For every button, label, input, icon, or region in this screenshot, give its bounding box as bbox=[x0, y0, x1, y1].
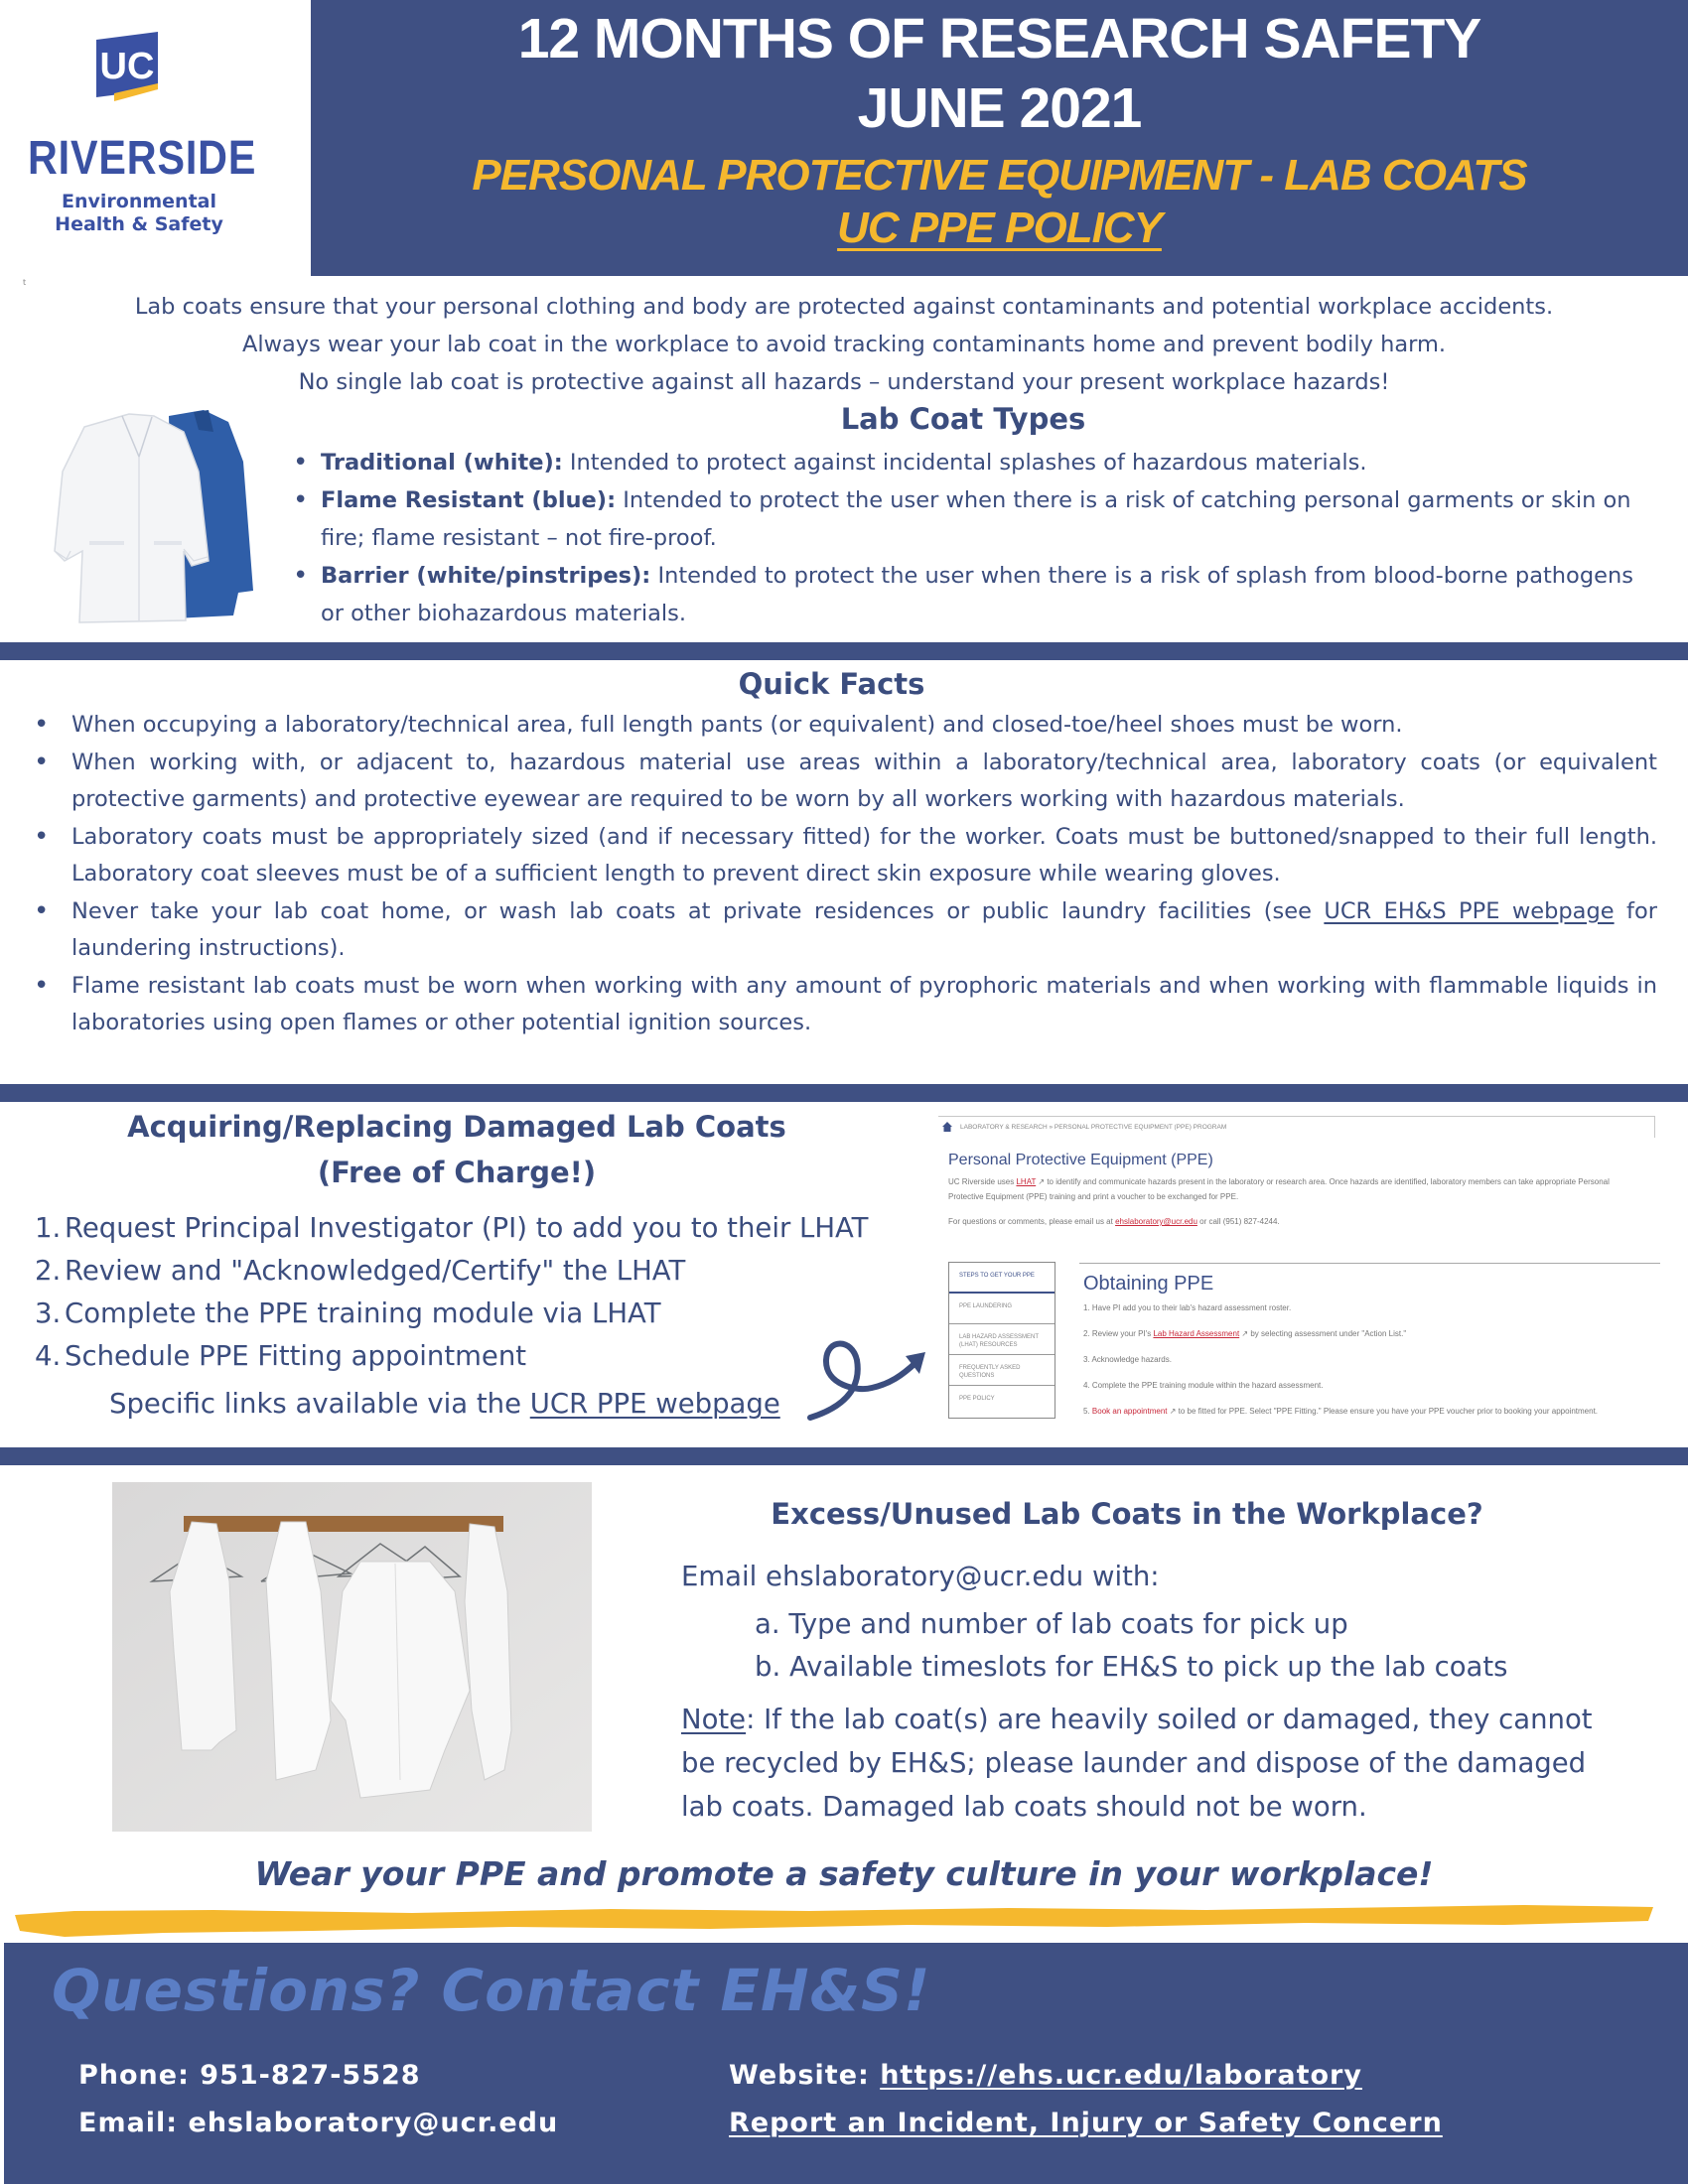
acquiring-step bbox=[35, 1335, 909, 1378]
home-icon bbox=[942, 1122, 952, 1132]
book-appointment-link[interactable]: Book an appointment bbox=[1091, 1407, 1168, 1416]
brush-stroke-underline bbox=[15, 1901, 1653, 1939]
excess-list bbox=[755, 1603, 1508, 1689]
acquiring-heading-line2: (Free of Charge!) bbox=[317, 1156, 597, 1189]
website-nav-item[interactable]: PPE LAUNDERING bbox=[949, 1294, 1055, 1324]
obtaining-step: 1. Have PI add you to their lab's hazard assessment roster. bbox=[1083, 1303, 1292, 1312]
safety-slogan: Wear your PPE and promote a safety culture in your workplace! bbox=[254, 1854, 1434, 1893]
footer-email bbox=[78, 2108, 558, 2138]
section-divider bbox=[0, 1447, 1688, 1465]
quick-fact-item: • When working with, or adjacent to, hazardous material use areas within a laboratory/technical area, laboratory coats (or equivalent protective garments) and protective eyewear are required to be worn by all workers working with hazardous materials. bbox=[34, 745, 1657, 819]
website-nav-item[interactable]: LAB HAZARD ASSESSMENT (LHAT) RESOURCES bbox=[949, 1324, 1055, 1355]
website-text: 2. Review your PI's bbox=[1083, 1329, 1154, 1338]
logo-subtitle-line1: Environmental bbox=[62, 191, 216, 212]
contact-footer bbox=[4, 1943, 1688, 2184]
ucr-ehs-logo bbox=[0, 0, 311, 268]
excess-note bbox=[681, 1698, 1595, 1829]
lab-hazard-assessment-link[interactable]: Lab Hazard Assessment bbox=[1153, 1329, 1240, 1338]
acquiring-heading bbox=[60, 1104, 854, 1195]
website-breadcrumb bbox=[938, 1116, 1655, 1138]
logo-subtitle-line2: Health & Safety bbox=[55, 213, 223, 235]
website-text: 5. bbox=[1083, 1407, 1092, 1416]
website-divider bbox=[1079, 1263, 1660, 1264]
report-incident-link[interactable]: Report an Incident, Injury or Safety Concern bbox=[729, 2108, 1443, 2138]
lab-coat-type-item bbox=[293, 444, 1658, 481]
quick-facts-heading: Quick Facts bbox=[738, 667, 925, 701]
quick-fact-item: • When occupying a laboratory/technical area, full length pants (or equivalent) and closed-toe/heel shoes must be worn. bbox=[34, 707, 1657, 745]
lab-coat-types-heading: Lab Coat Types bbox=[840, 402, 1086, 436]
obtaining-step bbox=[1083, 1406, 1659, 1418]
website-email-link[interactable]: ehslaboratory@ucr.edu bbox=[1115, 1217, 1197, 1226]
website-side-nav bbox=[948, 1262, 1055, 1419]
website-nav-item[interactable]: PPE POLICY bbox=[959, 1396, 995, 1402]
note-text: : If the lab coat(s) are heavily soiled or damaged, they cannot be recycled by EH&S; please launder and dispose of the damaged lab coats. Damaged lab coats should not be worn. bbox=[681, 1704, 1593, 1823]
intro-paragraph bbox=[0, 288, 1688, 401]
website-nav-item[interactable]: STEPS TO GET YOUR PPE bbox=[949, 1263, 1055, 1294]
page-topic: PERSONAL PROTECTIVE EQUIPMENT - LAB COATS bbox=[472, 151, 1527, 200]
acquiring-step bbox=[35, 1250, 909, 1293]
lab-coat-type-item bbox=[293, 557, 1658, 632]
quick-fact-text: for laundering instructions). bbox=[71, 897, 1657, 961]
specific-links-text: Specific links available via the bbox=[109, 1388, 530, 1420]
acquiring-steps-list bbox=[35, 1207, 909, 1378]
lab-coat-type-text: Intended to protect the user when there is a risk of splash from blood-borne pathogens or other biohazardous materials. bbox=[321, 563, 1633, 626]
email-address: ehslaboratory@ucr.edu bbox=[188, 2108, 559, 2138]
footer-phone bbox=[78, 2060, 421, 2091]
website-text: or call (951) 827-4244. bbox=[1196, 1217, 1280, 1226]
step-text: Request Principal Investigator (PI) to add you to their LHAT bbox=[65, 1212, 869, 1244]
logo-name: RIVERSIDE bbox=[28, 132, 257, 185]
website-text: ↗ to identify and communicate hazards present in the laboratory or research area. Once hazards are identified, laboratory members can take appropriate Personal Protective Equipment (PPE) training and print a voucher to be exchanged for PPE. bbox=[948, 1177, 1610, 1201]
lab-coat-type-label: Flame Resistant (blue): bbox=[321, 487, 617, 513]
excess-list-item: a. Type and number of lab coats for pick up bbox=[755, 1608, 1348, 1640]
step-number: 2. bbox=[35, 1255, 62, 1287]
phone-number: 951-827-5528 bbox=[200, 2060, 421, 2091]
website-contact-paragraph bbox=[948, 1214, 1643, 1229]
uc-ppe-policy-link-text[interactable]: UC PPE POLICY bbox=[837, 204, 1162, 252]
uc-ppe-policy-link[interactable] bbox=[311, 204, 1688, 253]
section-divider bbox=[0, 642, 1688, 660]
lab-coat-type-text: Intended to protect the user when there is a risk of catching personal garments or skin on fire; flame resistant – not fire-proof. bbox=[321, 487, 1631, 551]
quick-facts-list bbox=[34, 707, 1657, 1042]
excess-list-item: b. Available timeslots for EH&S to pick up the lab coats bbox=[755, 1651, 1508, 1683]
website-text: UC Riverside uses bbox=[948, 1177, 1017, 1186]
stray-mark: t bbox=[23, 278, 27, 287]
website-text: ↗ to be fitted for PPE. Select "PPE Fitting." Please ensure you have your PPE voucher prior to booking your appointment. bbox=[1167, 1407, 1599, 1416]
intro-line: Lab coats ensure that your personal clothing and body are protected against contaminants and potential workplace accidents. bbox=[134, 294, 1554, 320]
logo-subtitle bbox=[40, 191, 238, 236]
intro-line: No single lab coat is protective against all hazards – understand your present workplace hazards! bbox=[298, 369, 1390, 395]
section-divider bbox=[0, 1084, 1688, 1102]
step-text: Schedule PPE Fitting appointment bbox=[65, 1340, 527, 1372]
lab-coat-type-label: Barrier (white/pinstripes): bbox=[321, 563, 651, 589]
curly-arrow-icon bbox=[802, 1330, 933, 1426]
hanging-lab-coats-image bbox=[112, 1482, 592, 1832]
quick-fact-item: • Laboratory coats must be appropriately sized (and if necessary fitted) for the worker. Coats must be buttoned/snapped to their full length. Laboratory coat sleeves must be of a sufficient length to prevent direct skin exposure while wearing gloves. bbox=[34, 819, 1657, 893]
obtaining-ppe-steps bbox=[1083, 1302, 1659, 1432]
step-number: 3. bbox=[35, 1297, 62, 1329]
obtaining-step: 4. Complete the PPE training module within the hazard assessment. bbox=[1083, 1381, 1324, 1390]
intro-line: Always wear your lab coat in the workplace to avoid tracking contaminants home and prevent bodily harm. bbox=[241, 332, 1447, 357]
page-title: 12 MONTHS OF RESEARCH SAFETY bbox=[517, 7, 1481, 70]
lab-coat-type-text: Intended to protect against incidental splashes of hazardous materials. bbox=[562, 450, 1367, 476]
lab-coat-types-list bbox=[293, 444, 1658, 632]
lab-coat-type-item bbox=[293, 481, 1658, 557]
lab-coat-type-label: Traditional (white): bbox=[321, 450, 563, 476]
quick-fact-item: • Flame resistant lab coats must be worn when working with any amount of pyrophoric materials and when working with flammable liquids in laboratories using open flames or other potential ignition sources. bbox=[34, 968, 1657, 1042]
ucr-ppe-webpage-link[interactable]: UCR PPE webpage bbox=[529, 1388, 780, 1420]
website-link[interactable]: https://ehs.ucr.edu/laboratory bbox=[880, 2060, 1362, 2091]
footer-heading: Questions? Contact EH&S! bbox=[52, 1957, 931, 2024]
obtaining-step: 3. Acknowledge hazards. bbox=[1083, 1355, 1172, 1364]
acquiring-step bbox=[35, 1293, 909, 1335]
quick-fact-item bbox=[34, 893, 1657, 968]
logo-mark-text: UC bbox=[99, 46, 155, 87]
excess-email-lead: Email ehslaboratory@ucr.edu with: bbox=[681, 1561, 1160, 1592]
website-text: For questions or comments, please email us at bbox=[948, 1217, 1116, 1226]
website-label: Website: bbox=[729, 2060, 881, 2091]
footer-website bbox=[729, 2060, 1362, 2091]
website-intro-paragraph bbox=[948, 1174, 1643, 1204]
lab-coats-image bbox=[45, 402, 283, 625]
step-number: 4. bbox=[35, 1340, 62, 1372]
specific-links-note bbox=[109, 1388, 804, 1420]
phone-label: Phone: bbox=[78, 2060, 201, 2091]
ucr-ehs-ppe-webpage-link[interactable]: UCR EH&S PPE webpage bbox=[1324, 897, 1615, 924]
step-text: Review and "Acknowledged/Certify" the LHAT bbox=[65, 1255, 686, 1287]
breadcrumb-text: LABORATORY & RESEARCH » PERSONAL PROTECTIVE EQUIPMENT (PPE) PROGRAM bbox=[960, 1124, 1227, 1131]
website-text: ↗ by selecting assessment under "Action List." bbox=[1239, 1329, 1407, 1338]
header-banner bbox=[311, 0, 1688, 276]
lhat-link[interactable]: LHAT bbox=[1016, 1177, 1037, 1186]
quick-fact-text: Never take your lab coat home, or wash lab coats at private residences or public laundry facilities (see bbox=[71, 897, 1325, 924]
website-title: Personal Protective Equipment (PPE) bbox=[948, 1152, 1213, 1168]
uc-logo-mark-icon bbox=[96, 32, 172, 113]
obtaining-ppe-heading: Obtaining PPE bbox=[1083, 1273, 1214, 1295]
step-number: 1. bbox=[35, 1212, 62, 1244]
note-label: Note bbox=[681, 1704, 747, 1735]
page-month: JUNE 2021 bbox=[857, 76, 1142, 140]
email-label: Email: bbox=[78, 2108, 189, 2138]
step-text: Complete the PPE training module via LHAT bbox=[65, 1297, 661, 1329]
obtaining-step bbox=[1083, 1328, 1659, 1340]
excess-heading: Excess/Unused Lab Coats in the Workplace? bbox=[771, 1497, 1483, 1531]
footer-report bbox=[729, 2108, 1443, 2138]
website-nav-item[interactable]: FREQUENTLY ASKED QUESTIONS bbox=[949, 1355, 1055, 1386]
ppe-website-screenshot bbox=[938, 1112, 1668, 1439]
acquiring-heading-line1: Acquiring/Replacing Damaged Lab Coats bbox=[127, 1110, 786, 1144]
acquiring-step bbox=[35, 1207, 909, 1250]
